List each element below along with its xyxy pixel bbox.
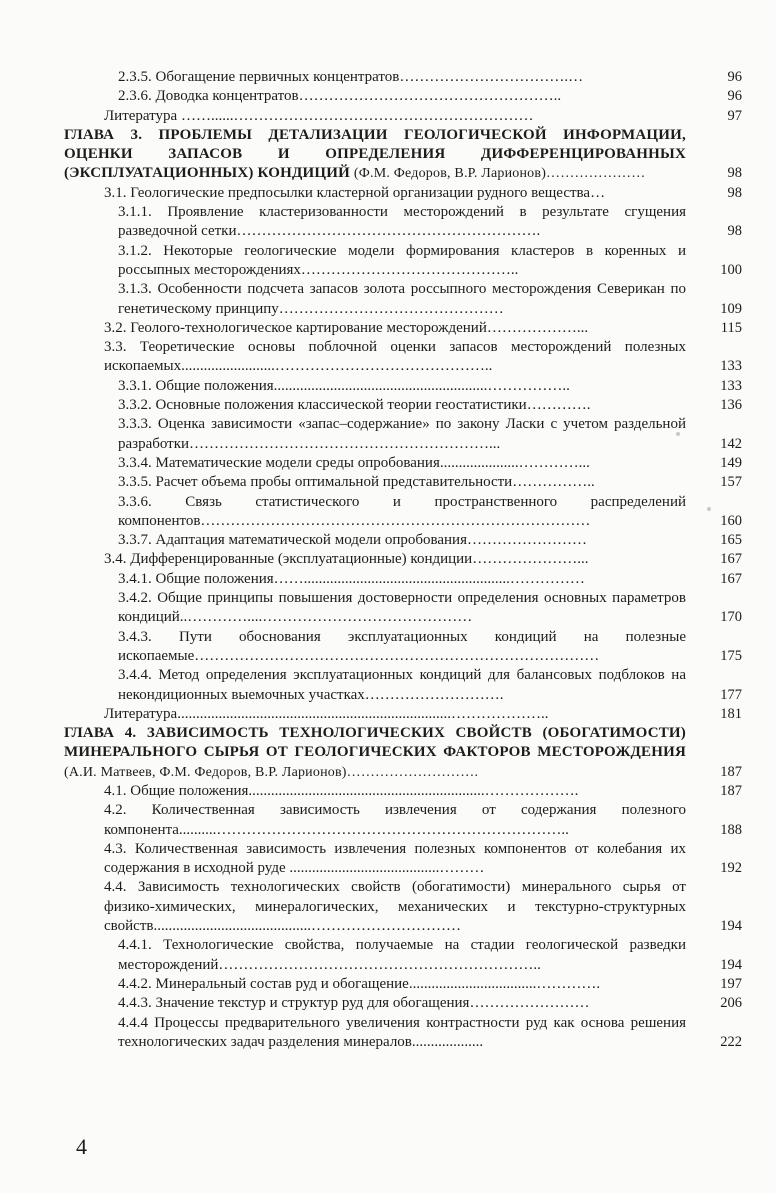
toc-entry-text: 3.1.3. Особенности подсчета запасов золота россыпного месторождения Северикан по генетическому принципу……………………………………… bbox=[118, 281, 686, 317]
toc-entry-title bbox=[64, 126, 686, 184]
toc-entry bbox=[64, 107, 756, 126]
toc-entry-title bbox=[64, 242, 686, 281]
toc-entry-title bbox=[64, 628, 686, 667]
toc-entry-text: 3.3.7. Адаптация математической модели опробования…………………… bbox=[118, 532, 587, 549]
toc-entry-text: 4.4.2. Минеральный состав руд и обогащение..................................…………. bbox=[118, 975, 601, 992]
toc-page-number: 98 bbox=[727, 184, 742, 201]
toc-entry bbox=[64, 782, 756, 801]
toc-page-number: 197 bbox=[720, 975, 742, 992]
toc-entry-title bbox=[64, 666, 686, 705]
toc-entry-title bbox=[64, 203, 686, 242]
toc-entry-title bbox=[64, 338, 686, 377]
toc-entry bbox=[64, 994, 756, 1013]
toc-page-number: 133 bbox=[720, 358, 742, 375]
toc-entry bbox=[64, 550, 756, 569]
toc-entry bbox=[64, 589, 756, 628]
toc-page-number: 157 bbox=[720, 474, 742, 491]
toc-entry-title bbox=[64, 994, 686, 1013]
toc-page-number: 167 bbox=[720, 570, 742, 587]
toc-entry-title bbox=[64, 936, 686, 975]
toc-entry-text: 4.3. Количественная зависимость извлечения полезных компонентов от колебания их содержания в исходной руде ........................................……… bbox=[104, 840, 686, 877]
toc-entry bbox=[64, 396, 756, 415]
toc-entry-title bbox=[64, 975, 686, 994]
toc-page-number: 187 bbox=[720, 782, 742, 799]
toc-page-number: 115 bbox=[720, 319, 742, 336]
toc-entry-text: 3.4.4. Метод определения эксплуатационных кондиций для балансовых подблоков на некондиционных выемочных участках………………………. bbox=[118, 667, 686, 703]
table-of-contents bbox=[64, 68, 756, 1052]
toc-page-number: 98 bbox=[727, 165, 742, 182]
toc-page-number: 181 bbox=[720, 705, 742, 722]
toc-entry bbox=[64, 203, 756, 242]
toc-entry-title bbox=[64, 454, 686, 473]
toc-entry-text: 3.3.1. Общие положения.........................................................…………….. bbox=[118, 377, 570, 394]
toc-entry-text: 3.1.1. Проявление кластеризованности месторождений в результате сгущения разведочной сетки……………………………………………………. bbox=[118, 204, 686, 240]
page-number: 4 bbox=[76, 1134, 87, 1159]
toc-entry bbox=[64, 377, 756, 396]
toc-entry-text: 3.4. Дифференцированные (эксплуатационные) кондиции…………………... bbox=[104, 551, 589, 568]
toc-page-number: 109 bbox=[720, 300, 742, 317]
toc-entry-title bbox=[64, 1014, 686, 1053]
chapter-authors: (А.И. Матвеев, Ф.М. Федоров, В.Р. Ларионов)………………………. bbox=[64, 764, 479, 780]
toc-entry bbox=[64, 184, 756, 203]
toc-page-number: 136 bbox=[720, 397, 742, 414]
toc-entry-title bbox=[64, 415, 686, 454]
toc-entry-title bbox=[64, 396, 686, 415]
toc-entry-title bbox=[64, 280, 686, 319]
toc-entry-text: 3.3.2. Основные положения классической теории геостатистики…………. bbox=[118, 397, 591, 414]
toc-entry bbox=[64, 87, 756, 106]
chapter-entry bbox=[64, 126, 756, 184]
toc-entry-text: 3.1. Геологические предпосылки кластерной организации рудного вещества… bbox=[104, 184, 606, 201]
toc-entry bbox=[64, 666, 756, 705]
toc-entry-text: ГЛАВА 4. ЗАВИСИМОСТЬ ТЕХНОЛОГИЧЕСКИХ СВОЙСТВ (ОБОГАТИМОСТИ) МИНЕРАЛЬНОГО СЫРЬЯ ОТ ГЕОЛОГИЧЕСКИХ ФАКТОРОВ МЕСТОРОЖДЕНИЯ bbox=[64, 725, 686, 761]
toc-page-number: 222 bbox=[720, 1033, 742, 1050]
toc-entry-text: 4.4. Зависимость технологических свойств (обогатимости) минерального сырья от физико-химических, минералогических, механических и текстурно-структурных свойств..........................................………………………… bbox=[104, 879, 686, 935]
toc-page-number: 133 bbox=[720, 377, 742, 394]
toc-entry-text: ГЛАВА 3. ПРОБЛЕМЫ ДЕТАЛИЗАЦИИ ГЕОЛОГИЧЕСКОЙ ИНФОРМАЦИИ, ОЦЕНКИ ЗАПАСОВ И ОПРЕДЕЛЕНИЯ ДИФФЕРЕНЦИРОВАННЫХ (ЭКСПЛУАТАЦИОННЫХ) КОНДИЦИЙ bbox=[64, 126, 686, 182]
toc-entry-text: 4.1. Общие положения...............................................................………………. bbox=[104, 782, 579, 799]
toc-entry-title bbox=[64, 493, 686, 532]
toc-entry-text: 2.3.5. Обогащение первичных концентратов…………………………….… bbox=[118, 69, 584, 85]
toc-page-number: 160 bbox=[720, 512, 742, 529]
toc-entry bbox=[64, 242, 756, 281]
toc-entry bbox=[64, 454, 756, 473]
toc-entry-title bbox=[64, 473, 686, 492]
toc-page-number: 167 bbox=[720, 551, 742, 568]
toc-entry-text: 3.4.1. Общие положения…….......................................................…………… bbox=[118, 570, 585, 587]
toc-entry bbox=[64, 473, 756, 492]
toc-entry bbox=[64, 840, 756, 879]
toc-page-number: 97 bbox=[727, 107, 742, 124]
chapter-entry bbox=[64, 724, 756, 782]
toc-page-number: 177 bbox=[720, 686, 742, 703]
toc-entry-text: 4.4.4 Процессы предварительного увеличения контрастности руд как основа решения технологических задач разделения минералов................... bbox=[118, 1014, 686, 1050]
toc-page-number: 206 bbox=[720, 995, 742, 1012]
toc-page-number: 188 bbox=[720, 821, 742, 838]
toc-entry bbox=[64, 531, 756, 550]
toc-entry-text: 3.3. Теоретические основы поблочной оценки запасов месторождений полезных ископаемых.........................…………………………………….. bbox=[104, 339, 686, 375]
toc-entry-text: 3.4.3. Пути обоснования эксплуатационных кондиций на полезные ископаемые……………………………………………………………………… bbox=[118, 628, 686, 664]
toc-entry-text: 2.3.6. Доводка концентратов…………………………………………….. bbox=[118, 88, 562, 105]
toc-entry-text: Литература.........................................................................……………….. bbox=[104, 705, 549, 722]
toc-entry-title bbox=[64, 589, 686, 628]
toc-entry bbox=[64, 936, 756, 975]
toc-entry-title bbox=[64, 782, 686, 801]
toc-entry-text: 4.4.1. Технологические свойства, получаемые на стадии геологической разведки месторождений……………………………………………………….. bbox=[118, 937, 686, 973]
toc-entry-text: 3.3.6. Связь статистического и пространственного распределений компонентов…………………………………………………………………… bbox=[118, 493, 686, 529]
toc-entry-title bbox=[64, 87, 686, 106]
toc-entry bbox=[64, 1014, 756, 1053]
toc-entry-text: 4.4.3. Значение текстур и структур руд для обогащения…………………… bbox=[118, 995, 590, 1012]
toc-page-number: 175 bbox=[720, 647, 742, 664]
toc-entry-title bbox=[64, 705, 686, 724]
toc-entry-title bbox=[64, 550, 686, 569]
toc-entry-title bbox=[64, 840, 686, 879]
toc-entry-title bbox=[64, 107, 686, 126]
toc-entry bbox=[64, 975, 756, 994]
toc-page-number: 142 bbox=[720, 435, 742, 452]
toc-entry-text: 3.4.2. Общие принципы повышения достоверности определения основных параметров кондиций..…………....…………………………………… bbox=[118, 590, 686, 626]
toc-page-number: 192 bbox=[720, 860, 742, 877]
toc-entry bbox=[64, 493, 756, 532]
toc-entry-title bbox=[64, 531, 686, 550]
scan-speck bbox=[676, 432, 680, 436]
toc-entry-text: 3.2. Геолого-технологическое картирование месторождений………………... bbox=[104, 319, 589, 336]
toc-page-number: 96 bbox=[727, 88, 742, 105]
scan-speck bbox=[707, 507, 711, 511]
toc-entry-title bbox=[64, 570, 686, 589]
toc-page-number: 149 bbox=[720, 454, 742, 471]
toc-entry-text: Литература ……......…………………………………………………… bbox=[104, 107, 534, 124]
toc-page-number: 170 bbox=[720, 609, 742, 626]
toc-page-number: 100 bbox=[720, 261, 742, 278]
toc-entry-text: 3.3.4. Математические модели среды опробования.....................…………... bbox=[118, 454, 590, 471]
toc-entry-text: 3.3.5. Расчет объема пробы оптимальной представительности…………….. bbox=[118, 474, 595, 491]
toc-entry bbox=[64, 319, 756, 338]
toc-entry-title bbox=[64, 319, 686, 338]
toc-page-number: 194 bbox=[720, 956, 742, 973]
toc-entry-text: 3.3.3. Оценка зависимости «запас–содержание» по закону Ласки с учетом раздельной разработки……………………………………………………... bbox=[118, 416, 686, 452]
toc-entry-text: 3.1.2. Некоторые геологические модели формирования кластеров в коренных и россыпных месторождениях…………………………………….. bbox=[118, 242, 686, 278]
toc-entry bbox=[64, 338, 756, 377]
toc-page-number: 194 bbox=[720, 918, 742, 935]
toc-entry bbox=[64, 878, 756, 936]
toc-entry-title bbox=[64, 184, 686, 203]
toc-entry bbox=[64, 801, 756, 840]
toc-entry-title bbox=[64, 377, 686, 396]
toc-entry bbox=[64, 280, 756, 319]
toc-entry-title bbox=[64, 801, 686, 840]
toc-page-number: 165 bbox=[720, 532, 742, 549]
chapter-authors: (Ф.М. Федоров, В.Р. Ларионов)………………… bbox=[353, 166, 646, 182]
toc-page-number: 98 bbox=[727, 223, 742, 240]
toc-entry bbox=[64, 705, 756, 724]
toc-entry-text: 4.2. Количественная зависимость извлечения от содержания полезного компонента..........…………………………………………………………….. bbox=[104, 802, 686, 838]
toc-page-number: 187 bbox=[720, 763, 742, 780]
toc-entry-title bbox=[64, 878, 686, 936]
toc-entry bbox=[64, 628, 756, 667]
toc-entry bbox=[64, 570, 756, 589]
toc-entry bbox=[64, 415, 756, 454]
toc-page-number: 96 bbox=[727, 69, 742, 85]
toc-entry-title bbox=[64, 68, 686, 87]
toc-entry-title bbox=[64, 724, 686, 782]
toc-entry bbox=[64, 68, 756, 87]
